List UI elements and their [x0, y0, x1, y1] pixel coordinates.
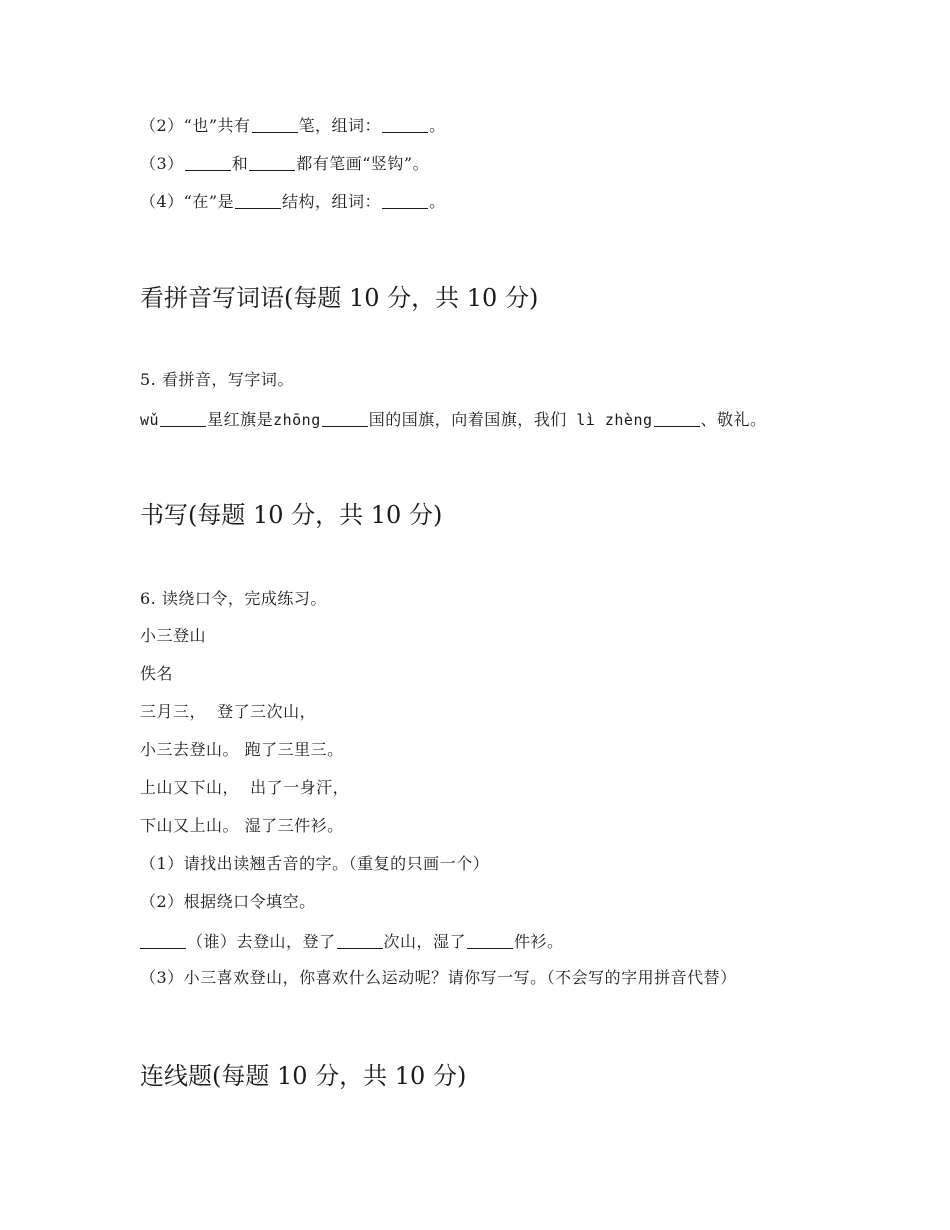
- q6-sub1: （1）请找出读翘舌音的字。（重复的只画一个）: [140, 854, 490, 873]
- q5-text: 、敬礼。: [700, 410, 767, 429]
- q4-item-2-text: 笔，组词：: [298, 116, 382, 135]
- q5-text: 星红旗是: [207, 410, 274, 429]
- answer-blank[interactable]: [249, 154, 295, 171]
- answer-blank[interactable]: [185, 154, 231, 171]
- q4-item-3-text: （3）: [140, 154, 184, 173]
- answer-blank[interactable]: [467, 932, 513, 949]
- pinyin-text: wǔ: [140, 411, 160, 429]
- q4-item-3: [140, 152, 429, 174]
- q5-text: 国的国旗，向着国旗，我们: [368, 410, 567, 429]
- answer-blank[interactable]: [382, 192, 428, 209]
- poem-title: 小三登山: [140, 626, 207, 645]
- poem-line: 三月三， 登了三次山，: [140, 702, 317, 721]
- poem-line: 上山又下山， 出了一身汗，: [140, 778, 350, 797]
- answer-blank[interactable]: [322, 410, 368, 427]
- q6-fill-text: 件衫。: [514, 932, 564, 951]
- pinyin-text: lì zhèng: [566, 411, 653, 429]
- poem-line: 小三去登山。 跑了三里三。: [140, 740, 344, 759]
- answer-blank[interactable]: [252, 116, 298, 133]
- q6-sub2: （2）根据绕口令填空。: [140, 892, 316, 911]
- poem-author: 佚名: [140, 664, 174, 683]
- q5-fill-line: [140, 408, 767, 430]
- answer-blank[interactable]: [160, 410, 206, 427]
- q4-item-2-text: （2）“也”共有: [140, 116, 251, 135]
- q6-fill-text: 次山，湿了: [383, 932, 467, 951]
- q6-fill-line: [140, 930, 564, 952]
- section-heading-writing: 书写(每题 10 分，共 10 分): [140, 501, 443, 529]
- q6-sub3: （3）小三喜欢登山，你喜欢什么运动呢？请你写一写。（不会写的字用拼音代替）: [140, 968, 737, 987]
- q4-item-2-text: 。: [429, 116, 446, 135]
- q4-item-4-text: 。: [429, 192, 446, 211]
- q4-item-4-text: 结构，组词：: [282, 192, 382, 211]
- q4-item-3-text: 都有笔画“竖钩”。: [296, 154, 430, 173]
- answer-blank[interactable]: [140, 932, 186, 949]
- answer-blank[interactable]: [337, 932, 383, 949]
- q6-fill-text: （谁）去登山，登了: [187, 932, 336, 951]
- section-heading-pinyin: 看拼音写词语(每题 10 分，共 10 分): [140, 284, 539, 312]
- section-heading-matching: 连线题(每题 10 分，共 10 分): [140, 1062, 467, 1090]
- pinyin-text: zhōng: [273, 411, 321, 429]
- q4-item-3-text: 和: [231, 154, 249, 173]
- q5-title: 5. 看拼音，写字词。: [140, 370, 294, 389]
- q4-item-4: [140, 190, 446, 212]
- poem-line: 下山又上山。 湿了三件衫。: [140, 816, 344, 835]
- answer-blank[interactable]: [235, 192, 281, 209]
- q4-item-4-text: （4）“在”是: [140, 192, 235, 211]
- answer-blank[interactable]: [382, 116, 428, 133]
- q4-item-2: [140, 114, 446, 136]
- q6-title: 6. 读绕口令，完成练习。: [140, 589, 327, 608]
- answer-blank[interactable]: [654, 410, 700, 427]
